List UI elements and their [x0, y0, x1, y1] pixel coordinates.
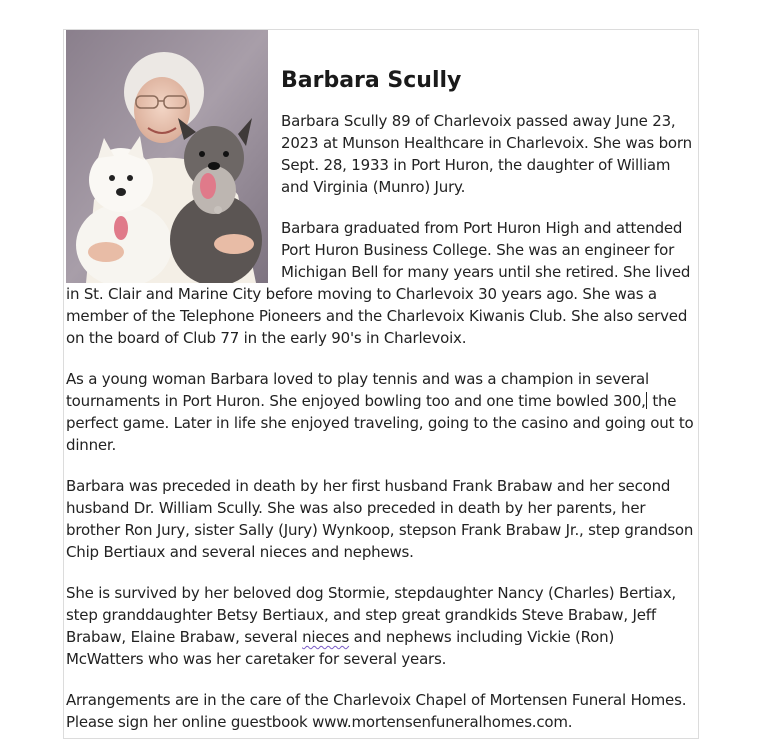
spellcheck-flagged-word[interactable]: nieces [302, 628, 350, 646]
paragraph-survived [66, 582, 696, 670]
obituary-photo [66, 30, 268, 283]
paragraph-survived-part2: and nephews including Vickie (Ron) McWatters who was her caretaker for several years. [66, 628, 615, 668]
obituary-content[interactable] [66, 30, 696, 752]
paragraph-birth: Barbara Scully 89 of Charlevoix passed away June 23, 2023 at Munson Healthcare in Charlevoix. She was born Sept. 28, 1933 in Port Huron, the daughter of William and Virginia (Munro) Jury. [281, 112, 692, 196]
paragraph-hobbies-part2: the perfect game. Later in life she enjoyed traveling, going to the casino and going out to dinner. [66, 392, 694, 454]
paragraph-preceded: Barbara was preceded in death by her first husband Frank Brabaw and her second husband Dr. William Scully. She was also preceded in death by her parents, her brother Ron Jury, sister Sally (Jury) Wynkoop, stepson Frank Brabaw Jr., step grandson Chip Bertiaux and several nieces and nephews. [66, 477, 694, 561]
paragraph-hobbies [66, 368, 696, 456]
text-cursor [646, 392, 647, 409]
obituary-title: Barbara Scully [281, 68, 462, 93]
paragraph-hobbies-part1: As a young woman Barbara loved to play tennis and was a champion in several tournaments in Port Huron. She enjoyed bowling too and one time bowled 300, [66, 370, 649, 410]
paragraph-survived-part1: She is survived by her beloved dog Stormie, stepdaughter Nancy (Charles) Bertiax, step granddaughter Betsy Bertiaux, and step great grandkids Steve Brabaw, Jeff Brabaw, Elaine Brabaw, several [66, 584, 676, 646]
paragraph-career: Barbara graduated from Port Huron High and attended Port Huron Business College. She was an engineer for Michigan Bell for many years until she retired. She lived in St. Clair and Marine City before moving to Charlevoix 30 years ago. She was a member of the Telephone Pioneers and the Charlevoix Kiwanis Club. She also served on the board of Club 77 in the early 90's in Charlevoix. [66, 219, 691, 347]
paragraph-arrangements: Arrangements are in the care of the Charlevoix Chapel of Mortensen Funeral Homes. Please sign her online guestbook www.mortensenfuneralhomes.com. [66, 691, 687, 731]
